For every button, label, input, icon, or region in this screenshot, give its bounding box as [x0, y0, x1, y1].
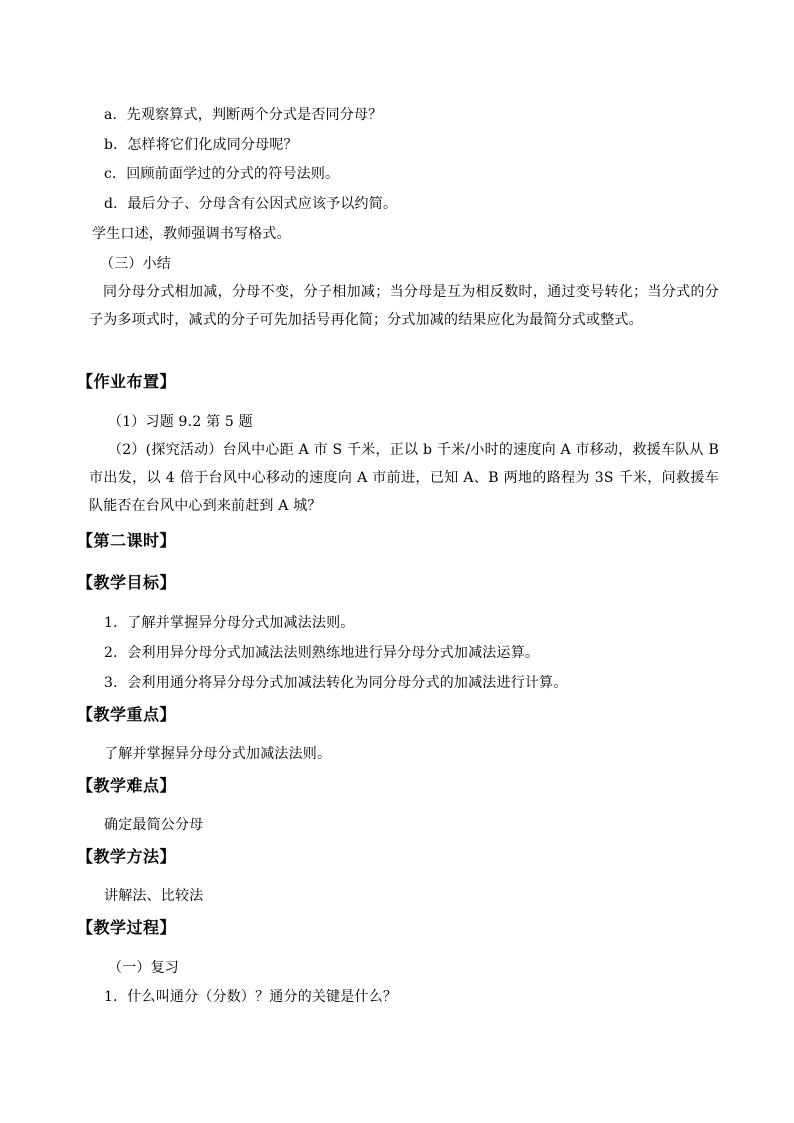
question-c: c．回顾前面学过的分式的符号法则。 [104, 166, 340, 182]
keypoint-text: 了解并掌握异分母分式加减法法则。 [104, 746, 332, 762]
process-heading: 【教学过程】 [77, 918, 177, 937]
difficulty-heading: 【教学难点】 [77, 776, 177, 795]
keypoint-heading: 【教学重点】 [77, 705, 177, 724]
question-b: b．怎样将它们化成同分母呢？ [104, 137, 298, 153]
question-a: a．先观察算式，判断两个分式是否同分母？ [104, 107, 383, 123]
method-text: 讲解法、比较法 [104, 888, 204, 904]
homework-item-1: （1）习题 9.2 第 5 题 [108, 414, 253, 430]
objective-3: 3．会利用通分将异分母分式加减法转化为同分母分式的加减法进行计算。 [104, 675, 568, 691]
objective-1: 1．了解并掌握异分母分式加减法法则。 [104, 615, 355, 631]
review-title: （一）复习 [108, 960, 179, 976]
summary-title: （三）小结 [100, 256, 171, 272]
difficulty-text: 确定最简公分母 [104, 817, 204, 833]
objective-2: 2．会利用异分母分式加减法法则熟练地进行异分母分式加减法运算。 [104, 645, 540, 661]
question-d: d．最后分子、分母含有公因式应该予以约简。 [104, 196, 398, 212]
homework-item-2: （2）(探究活动）台风中心距 A 市 S 千米，正以 b 千米/小时的速度向 A 市移动，救援车队从 B 市出发，以 4 倍于台风中心移动的速度向 A 市前进，已知 A、B 两地的路程为 3S 千米，问救援车队能否在台风中心到来前赶到 A 城？ [89, 442, 719, 514]
summary-text: 同分母分式相加减，分母不变，分子相加减；当分母是互为相反数时，通过变号转化；当分式的分子为多项式时，减式的分子可先加括号再化简；分式加减的结果应化为最简分式或整式。 [89, 284, 719, 328]
lesson2-heading: 【第二课时】 [77, 531, 177, 550]
homework-heading: 【作业布置】 [77, 372, 177, 391]
review-question-1: 1．什么叫通分（分数）？通分的关键是什么？ [104, 989, 398, 1005]
method-heading: 【教学方法】 [77, 847, 177, 866]
student-note: 学生口述，教师强调书写格式。 [92, 226, 291, 242]
objectives-heading: 【教学目标】 [77, 573, 177, 592]
